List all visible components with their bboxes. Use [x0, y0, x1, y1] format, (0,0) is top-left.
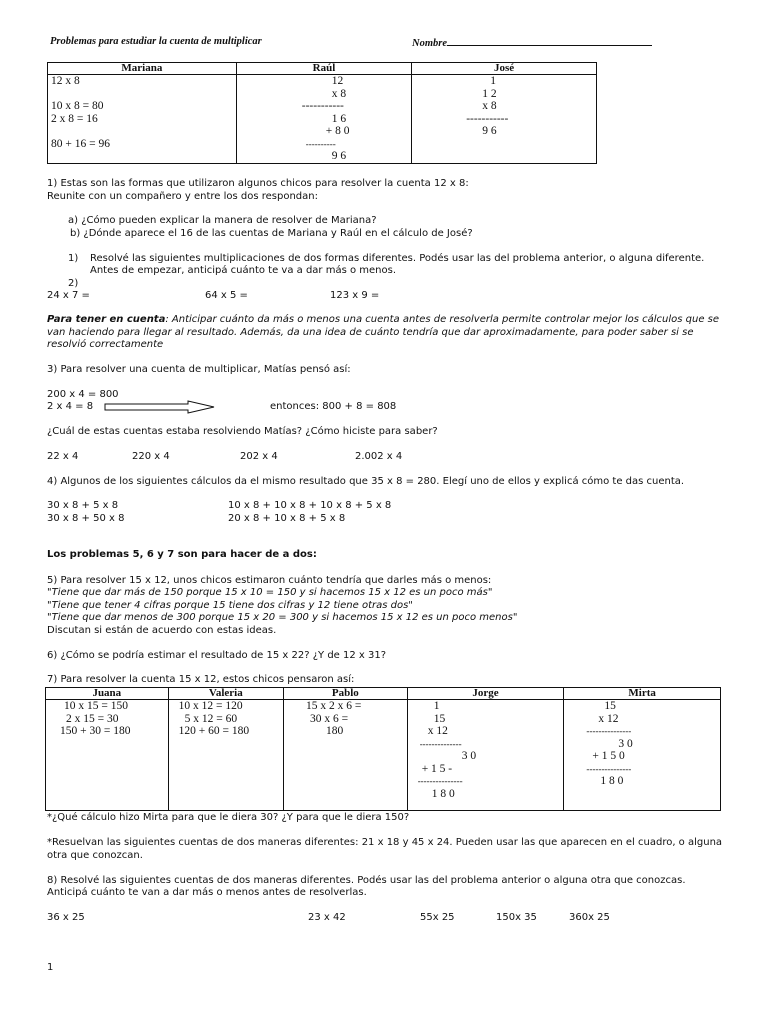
line: x 12 — [427, 725, 448, 737]
cell-juana — [46, 700, 169, 811]
q4-calc-2: 10 x 8 + 10 x 8 + 10 x 8 + 5 x 8 — [228, 500, 392, 511]
line: 1 8 0 — [600, 775, 624, 787]
line: 10 x 15 = 150 — [64, 700, 128, 712]
line: 80 + 16 = 96 — [51, 137, 110, 150]
line: 15 — [433, 712, 446, 725]
header-pablo: Pablo — [284, 688, 408, 700]
line: 9 6 — [331, 150, 347, 162]
cell-jose — [412, 75, 597, 164]
cell-mirta — [564, 700, 721, 811]
q8-op-5: 360x 25 — [569, 912, 610, 923]
q2-number: 1) — [68, 253, 79, 264]
q2-op-1: 24 x 7 = — [47, 290, 90, 301]
q7-question-b1: *Resuelvan las siguientes cuentas de dos maneras diferentes: 21 x 18 y 45 x 24. Pueden usar las que aparecen en el cuadro, o alguna — [47, 837, 723, 848]
q5-quote-2: "Tiene que tener 4 cifras porque 15 tiene dos cifras y 12 tiene otras dos" — [47, 600, 413, 611]
q3-question: ¿Cuál de estas cuentas estaba resolviendo Matías? ¿Cómo hiciste para saber? — [47, 426, 438, 437]
cell-raul — [236, 75, 411, 164]
note-lead: Para tener en cuenta — [47, 314, 166, 325]
q2-op-2: 64 x 5 = — [205, 290, 248, 301]
line: 1 — [433, 700, 440, 712]
line — [51, 125, 233, 138]
q2-text1: Resolvé las siguientes multiplicaciones de dos formas diferentes. Podés usar las del problema anterior, o alguna diferente. — [90, 253, 705, 264]
cell-mariana — [48, 75, 237, 164]
line: 10 x 12 = 120 — [178, 700, 243, 712]
q1-a: a) ¿Cómo pueden explicar la manera de resolver de Mariana? — [68, 215, 377, 226]
q3-option-2: 220 x 4 — [132, 451, 170, 462]
line: 15 x 2 x 6 = — [306, 700, 362, 712]
q7-question-b2: otra que conozcan. — [47, 850, 143, 861]
q3-l1: 200 x 4 = 800 — [47, 389, 119, 400]
header-jose: José — [412, 63, 597, 75]
q1-line1: 1) Estas son las formas que utilizaron algunos chicos para resolver la cuenta 12 x 8: — [47, 178, 469, 189]
q2-op-3: 123 x 9 = — [330, 290, 380, 301]
q5-intro: 5) Para resolver 15 x 12, unos chicos estimaron cuánto tendría que darles más o menos: — [47, 575, 492, 586]
line: 180 — [326, 725, 344, 737]
arrow-right-icon — [104, 400, 216, 414]
table-strategies-15x12 — [45, 687, 721, 811]
note-text: : Anticipar cuánto da más o menos una cuenta antes de resolverla permite controlar mejor los cálculos que se — [165, 314, 720, 325]
line: 2 x 8 = 16 — [51, 112, 98, 125]
q8-line2: Anticipá cuánto te van a dar más o menos antes de resolverlas. — [47, 887, 367, 898]
page-number: 1 — [47, 962, 54, 973]
line: 10 x 8 = 80 — [51, 100, 104, 112]
q2-text2: Antes de empezar, anticipá cuánto te va a dar más o menos. — [90, 265, 397, 276]
header-raul: Raúl — [236, 63, 411, 75]
cell-valeria — [168, 700, 283, 811]
q4-intro: 4) Algunos de los siguientes cálculos da el mismo resultado que 35 x 8 = 280. Elegí uno de ellos y explicá cómo te das cuenta. — [47, 476, 685, 487]
table-strategies-12x8 — [47, 62, 597, 164]
line — [51, 88, 233, 101]
header-jorge: Jorge — [407, 688, 564, 700]
line: --------------- — [417, 776, 463, 786]
header-valeria: Valeria — [168, 688, 283, 700]
cell-jorge — [407, 700, 564, 811]
header-juana: Juana — [46, 688, 169, 700]
q3-option-4: 2.002 x 4 — [355, 451, 403, 462]
cell-pablo — [284, 700, 408, 811]
note-line1 — [47, 314, 719, 327]
q3-intro: 3) Para resolver una cuenta de multiplicar, Matías pensó así: — [47, 364, 351, 375]
header-mirta: Mirta — [564, 688, 721, 700]
line: x 8 — [331, 87, 347, 100]
line: x 12 — [598, 712, 619, 725]
line: 1 2 — [482, 87, 497, 100]
line: ----------- — [301, 100, 344, 112]
q8-op-4: 150x 35 — [496, 912, 537, 923]
q3-option-3: 202 x 4 — [240, 451, 278, 462]
header-mariana: Mariana — [48, 63, 237, 75]
q3-l2: 2 x 4 = 8 — [47, 401, 94, 412]
q5-quote-1: "Tiene que dar más de 150 porque 15 x 10 = 150 y si hacemos 15 x 12 es un poco más" — [47, 587, 493, 598]
q8-op-1: 36 x 25 — [47, 912, 85, 923]
line: 150 + 30 = 180 — [60, 725, 131, 737]
q8-line1: 8) Resolvé las siguientes cuentas de dos maneras diferentes. Podés usar las del problema anterior o alguna otra que conozcas. — [47, 875, 686, 886]
name-label: Nombre — [412, 38, 447, 49]
q7-question-a: *¿Qué cálculo hizo Mirta para que le diera 30? ¿Y para que le diera 150? — [47, 812, 410, 823]
q8-op-3: 55x 25 — [420, 912, 455, 923]
name-field[interactable] — [412, 36, 652, 49]
line: 30 x 6 = — [310, 712, 349, 725]
line: + 1 5 0 — [592, 750, 625, 762]
q1-line2: Reunite con un compañero y entre los dos respondan: — [47, 191, 318, 202]
note-line3: resolvió correctamente — [47, 339, 164, 350]
q3-option-1: 22 x 4 — [47, 451, 79, 462]
line: 120 + 60 = 180 — [178, 725, 250, 737]
q8-op-2: 23 x 42 — [308, 912, 346, 923]
pairs-heading: Los problemas 5, 6 y 7 son para hacer de a dos: — [47, 549, 317, 560]
line: 9 6 — [482, 125, 497, 137]
line: 2 x 15 = 30 — [66, 712, 119, 725]
line: 3 0 — [618, 737, 633, 750]
line: 1 8 0 — [431, 787, 455, 800]
page-title: Problemas para estudiar la cuenta de multiplicar — [50, 36, 262, 47]
line: 15 — [604, 700, 616, 712]
q4-calc-3: 30 x 8 + 50 x 8 — [47, 513, 125, 524]
line: --------------- — [586, 763, 632, 774]
q1-b: b) ¿Dónde aparece el 16 de las cuentas de Mariana y Raúl en el cálculo de José? — [70, 228, 473, 239]
line: ----------- — [466, 112, 509, 125]
line: ---------- — [305, 138, 336, 149]
q6-text: 6) ¿Cómo se podría estimar el resultado de 15 x 22? ¿Y de 12 x 31? — [47, 650, 387, 661]
note-line2: van haciendo para llegar al resultado. Además, da una idea de cuánto tendría que dar aproximadamente, para poder saber si se — [47, 327, 694, 338]
line: + 8 0 — [325, 125, 350, 137]
line: -------------- — [419, 738, 462, 749]
line: 1 6 — [331, 112, 347, 125]
line: + 1 5 - — [421, 762, 453, 775]
q5-end: Discutan si están de acuerdo con estas ideas. — [47, 625, 277, 636]
q2-number-2: 2) — [68, 278, 79, 289]
line: --------------- — [586, 726, 632, 736]
line: 12 — [331, 75, 344, 87]
name-blank-line — [447, 36, 652, 46]
line: x 8 — [482, 100, 497, 112]
line: 5 x 12 = 60 — [184, 712, 238, 725]
line: 12 x 8 — [51, 75, 80, 87]
q3-then: entonces: 800 + 8 = 808 — [270, 401, 397, 412]
q4-calc-4: 20 x 8 + 10 x 8 + 5 x 8 — [228, 513, 346, 524]
line: 1 — [490, 75, 496, 87]
q7-intro: 7) Para resolver la cuenta 15 x 12, estos chicos pensaron así: — [47, 674, 355, 685]
line: 3 0 — [461, 750, 477, 762]
q5-quote-3: "Tiene que dar menos de 300 porque 15 x 20 = 300 y si hacemos 15 x 12 es un poco menos" — [47, 612, 518, 623]
q4-calc-1: 30 x 8 + 5 x 8 — [47, 500, 119, 511]
